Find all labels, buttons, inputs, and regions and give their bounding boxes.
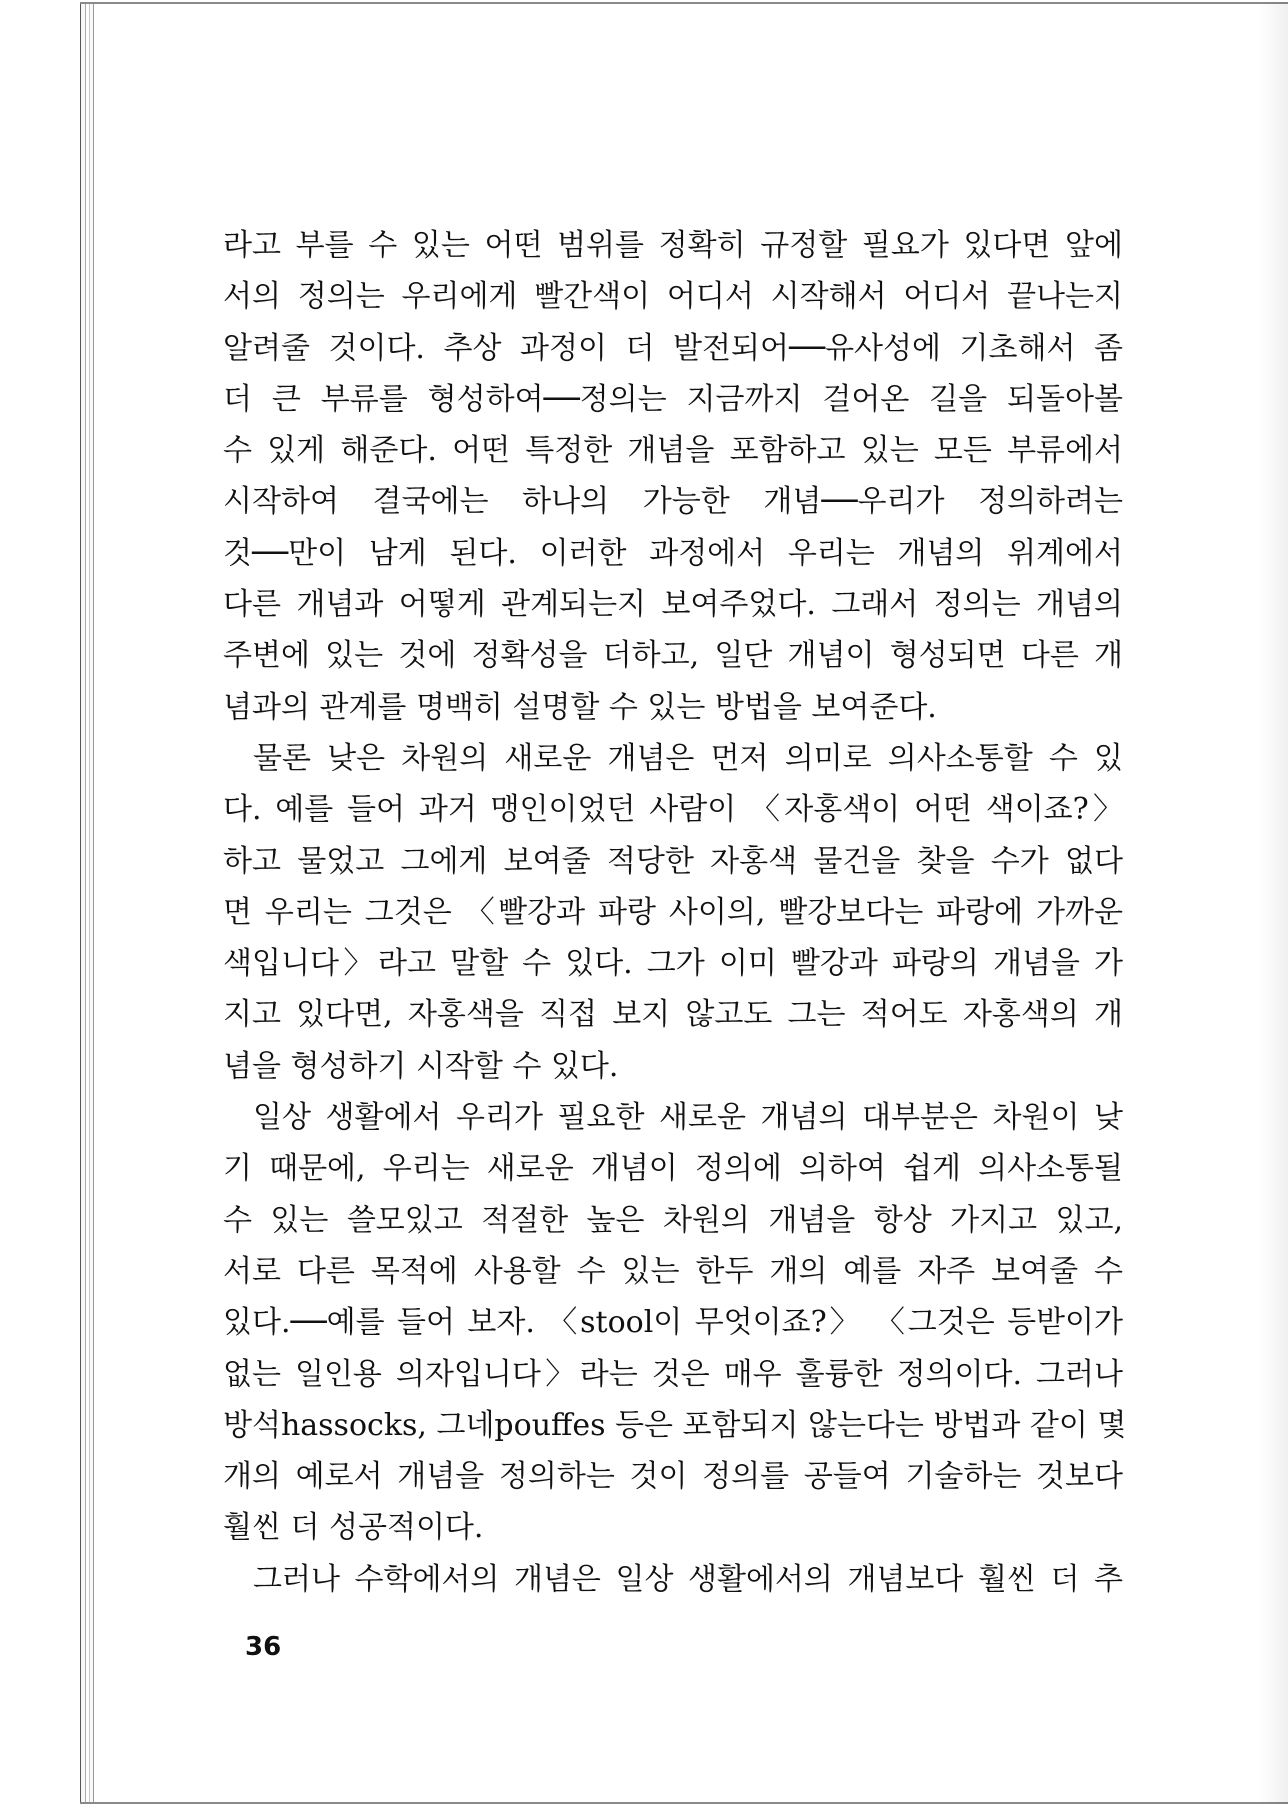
paragraph-start-line: 그러나 수학에서의 개념은 일상 생활에서의 개념보다 훨씬 더 추 xyxy=(253,1561,1123,1597)
text-line: 시작하여 결국에는 하나의 가능한 개념──우리가 정의하려는 xyxy=(223,484,1123,520)
text-line: 색입니다〉라고 말할 수 있다. 그가 이미 빨강과 파랑의 개념을 가 xyxy=(223,946,1123,982)
paragraph-start-line: 일상 생활에서 우리가 필요한 새로운 개념의 대부분은 차원이 낮 xyxy=(253,1100,1123,1136)
text-line: 방석hassocks, 그네pouffes 등은 포함되지 않는다는 방법과 같이 몇 xyxy=(223,1407,1127,1443)
text-line: 하고 물었고 그에게 보여줄 적당한 자홍색 물건을 찾을 수가 없다 xyxy=(223,843,1123,879)
page-edge-line xyxy=(89,2,90,1804)
text-line: 다. 예를 들어 과거 맹인이었던 사람이 〈자홍색이 어떤 색이죠?〉 xyxy=(223,792,1123,828)
text-line: 수 있는 쓸모있고 적절한 높은 차원의 개념을 항상 가지고 있고, xyxy=(223,1202,1123,1238)
text-line: 개의 예로서 개념을 정의하는 것이 정의를 공들여 기술하는 것보다 xyxy=(223,1459,1123,1495)
text-line: 지고 있다면, 자홍색을 직접 보지 않고도 그는 적어도 자홍색의 개 xyxy=(223,997,1123,1033)
paragraph-end-line: 념을 형성하기 시작할 수 있다. xyxy=(223,1048,619,1084)
text-line: 주변에 있는 것에 정확성을 더하고, 일단 개념이 형성되면 다른 개 xyxy=(223,638,1123,674)
page-number: 36 xyxy=(245,1632,282,1662)
paragraph-end-line: 훨씬 더 성공적이다. xyxy=(223,1510,484,1546)
page-right-shade xyxy=(1258,2,1288,1804)
text-line: 더 큰 부류를 형성하여──정의는 지금까지 걸어온 길을 되돌아볼 xyxy=(223,381,1123,417)
text-line: 없는 일인용 의자입니다〉라는 것은 매우 훌륭한 정의이다. 그러나 xyxy=(223,1356,1123,1392)
paragraph-start-line: 물론 낮은 차원의 새로운 개념은 먼저 의미로 의사소통할 수 있 xyxy=(253,740,1123,776)
text-line: 있다.──예를 들어 보자. 〈stool이 무엇이죠?〉 〈그것은 등받이가 xyxy=(223,1305,1123,1341)
text-line: 서로 다른 목적에 사용할 수 있는 한두 개의 예를 자주 보여줄 수 xyxy=(223,1253,1123,1289)
body-text xyxy=(223,220,1127,1605)
page-top-border xyxy=(80,2,1288,4)
text-line: 것──만이 남게 된다. 이러한 과정에서 우리는 개념의 위계에서 xyxy=(223,535,1123,571)
page-edge-line xyxy=(85,2,86,1804)
text-line: 면 우리는 그것은 〈빨강과 파랑 사이의, 빨강보다는 파랑에 가까운 xyxy=(223,894,1123,930)
text-line: 수 있게 해준다. 어떤 특정한 개념을 포함하고 있는 모든 부류에서 xyxy=(223,433,1123,469)
page-bottom-border xyxy=(80,1802,1288,1804)
paragraph-end-line: 념과의 관계를 명백히 설명할 수 있는 방법을 보여준다. xyxy=(223,689,937,725)
text-line: 라고 부를 수 있는 어떤 범위를 정확히 규정할 필요가 있다면 앞에 xyxy=(223,228,1123,263)
text-line: 기 때문에, 우리는 새로운 개념이 정의에 의하여 쉽게 의사소통될 xyxy=(223,1151,1123,1187)
text-line: 다른 개념과 어떻게 관계되는지 보여주었다. 그래서 정의는 개념의 xyxy=(223,587,1123,623)
text-line: 서의 정의는 우리에게 빨간색이 어디서 시작해서 어디서 끝나는지 xyxy=(223,279,1123,315)
page-stack-edge xyxy=(80,2,94,1804)
text-line: 알려줄 것이다. 추상 과정이 더 발전되어──유사성에 기초해서 좀 xyxy=(223,330,1123,366)
